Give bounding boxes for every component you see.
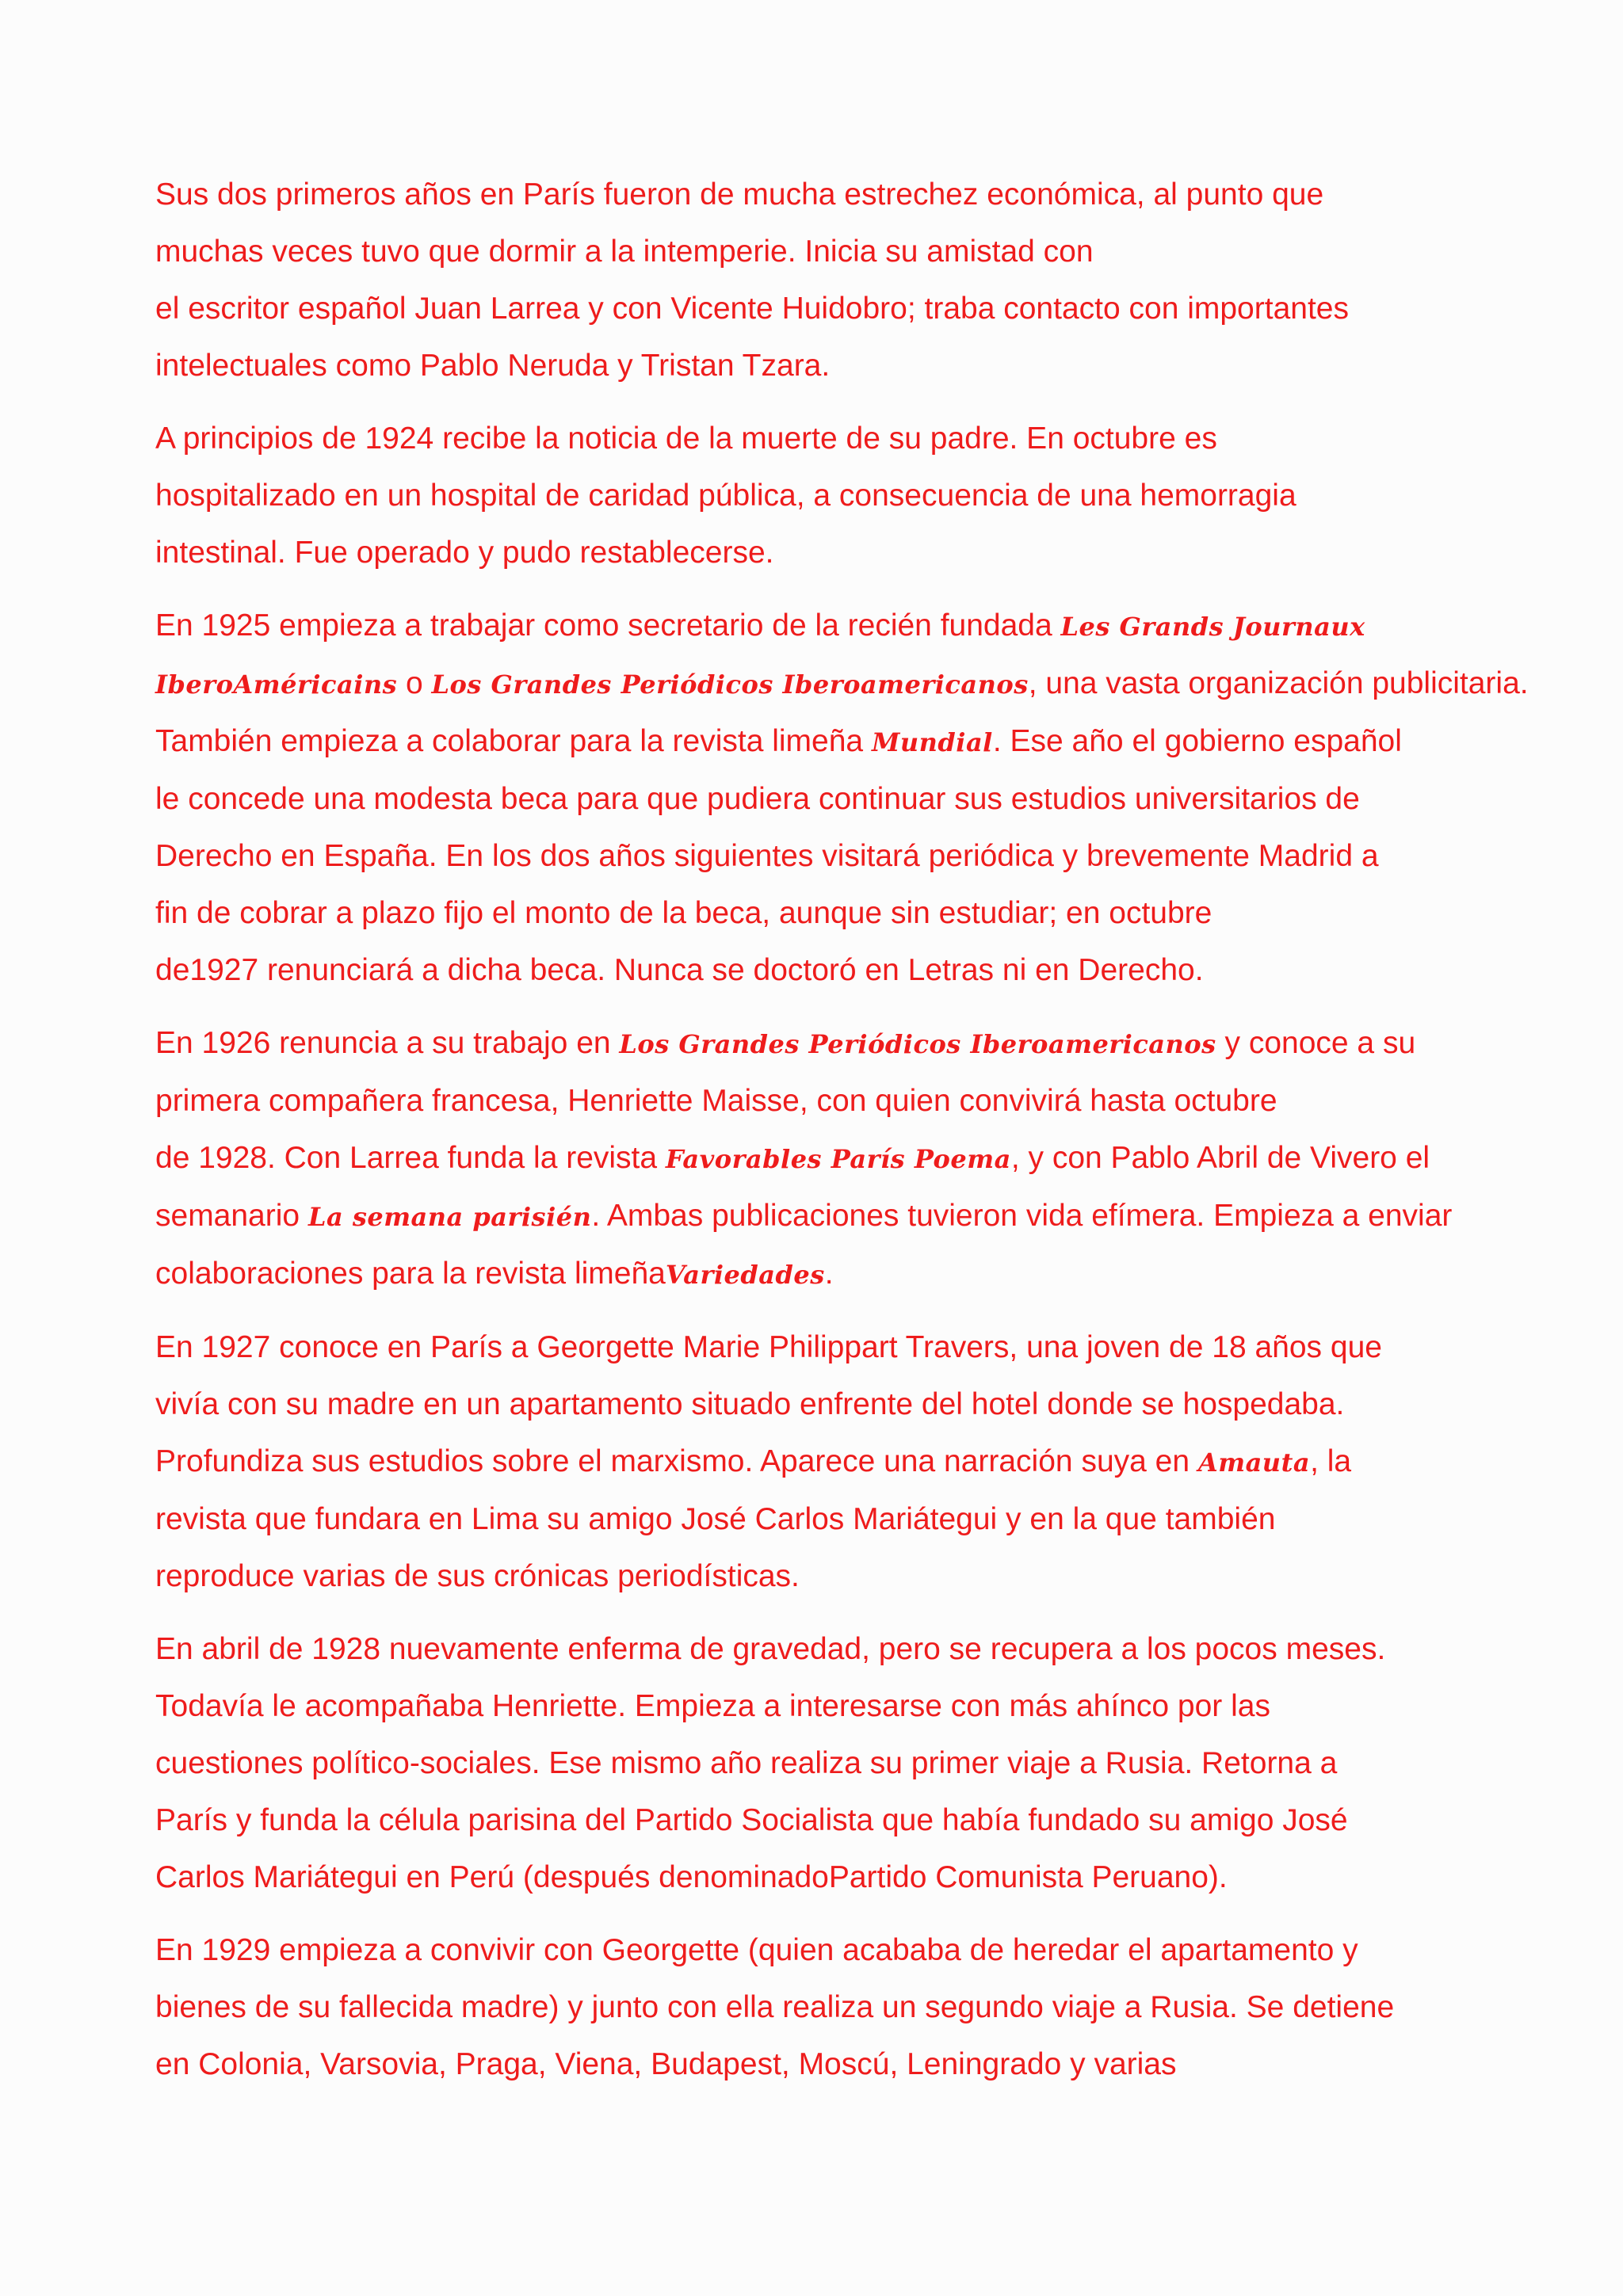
text-segment: En 1929 empieza a convivir con Georgette (quien acababa de heredar el apartamento y — [155, 1933, 1358, 1967]
paragraph — [155, 166, 1518, 395]
text-segment: En 1925 empieza a trabajar como secretario de la recién fundada — [155, 608, 1061, 643]
text-line — [155, 1376, 1518, 1433]
text-line — [155, 166, 1518, 223]
text-segment: reproduce varias de sus crónicas periodísticas. — [155, 1559, 800, 1593]
publication-title: IberoAméricains — [155, 669, 398, 700]
text-segment: intelectuales como Pablo Neruda y Tristan Tzara. — [155, 349, 831, 383]
text-line — [155, 410, 1518, 467]
text-line — [155, 338, 1518, 395]
text-segment: fin de cobrar a plazo fijo el monto de la beca, aunque sin estudiar; en octubre — [155, 896, 1212, 930]
text-segment: le concede una modesta beca para que pudiera continuar sus estudios universitarios de — [155, 782, 1360, 816]
text-segment: Profundiza sus estudios sobre el marxismo. Aparece una narración suya en — [155, 1444, 1198, 1478]
text-segment: semanario — [155, 1199, 308, 1233]
text-line — [155, 1245, 1518, 1303]
paragraph — [155, 597, 1529, 999]
text-line — [155, 1979, 1518, 2036]
text-segment: primera compañera francesa, Henriette Maisse, con quien convivirá hasta octubre — [155, 1084, 1277, 1118]
text-line — [155, 1319, 1518, 1376]
text-segment: Derecho en España. En los dos años siguientes visitará periódica y brevemente Madrid a — [155, 839, 1379, 873]
text-line — [155, 2036, 1518, 2093]
text-line — [155, 828, 1518, 885]
text-segment: . Ese año el gobierno español — [992, 724, 1402, 758]
text-line — [155, 280, 1518, 338]
paragraph — [155, 1015, 1518, 1303]
text-segment: de 1928. Con Larrea funda la revista — [155, 1141, 666, 1175]
text-line — [155, 1188, 1518, 1245]
text-line — [155, 713, 1518, 771]
text-segment: o — [397, 666, 432, 700]
text-segment: A principios de 1924 recibe la noticia de la muerte de su padre. En octubre es — [155, 421, 1217, 456]
text-line — [155, 1433, 1518, 1491]
text-line — [155, 467, 1518, 524]
text-line — [155, 1130, 1518, 1188]
text-segment: , y con Pablo Abril de Vivero el — [1010, 1141, 1430, 1175]
text-segment: revista que fundara en Lima su amigo José Carlos Mariátegui y en la que también — [155, 1502, 1276, 1536]
text-segment: intestinal. Fue operado y pudo restablecerse. — [155, 536, 774, 570]
text-segment: También empieza a colaborar para la revista limeña — [155, 724, 872, 758]
text-segment: . — [824, 1257, 834, 1291]
text-line — [155, 1015, 1518, 1073]
paragraph — [155, 1319, 1518, 1605]
text-segment: bienes de su fallecida madre) y junto con ella realiza un segundo viaje a Rusia. Se detiene — [155, 1990, 1395, 2024]
text-line — [155, 655, 1529, 713]
text-line — [155, 1678, 1518, 1735]
text-segment: . Ambas publicaciones tuvieron vida efímera. Empieza a enviar — [591, 1199, 1453, 1233]
text-segment: cuestiones político-sociales. Ese mismo año realiza su primer viaje a Rusia. Retorna a — [155, 1746, 1338, 1780]
text-segment: de1927 renunciará a dicha beca. Nunca se doctoró en Letras ni en Derecho. — [155, 953, 1204, 987]
text-segment: En 1927 conoce en París a Georgette Marie Philippart Travers, una joven de 18 años que — [155, 1330, 1382, 1364]
text-line — [155, 223, 1518, 280]
text-segment: , una vasta organización publicitaria. — [1028, 666, 1529, 700]
text-segment: En 1926 renuncia a su trabajo en — [155, 1026, 620, 1060]
publication-title: La semana parisién — [307, 1202, 592, 1232]
text-segment: muchas veces tuvo que dormir a la intemperie. Inicia su amistad con — [155, 235, 1094, 269]
text-line — [155, 524, 1518, 582]
text-line — [155, 1735, 1518, 1792]
text-line — [155, 1792, 1518, 1849]
publication-title: Amauta — [1197, 1447, 1311, 1478]
publication-title: Mundial — [871, 727, 993, 757]
text-line — [155, 771, 1518, 828]
text-segment: Todavía le acompañaba Henriette. Empieza a interesarse con más ahínco por las — [155, 1689, 1270, 1723]
text-line — [155, 885, 1518, 942]
text-line — [155, 1849, 1518, 1906]
text-line — [155, 597, 1518, 655]
text-line — [155, 1922, 1518, 1979]
document-page — [155, 166, 1529, 2109]
text-segment: París y funda la célula parisina del Partido Socialista que había fundado su amigo José — [155, 1803, 1348, 1837]
text-segment: Sus dos primeros años en París fueron de mucha estrechez económica, al punto que — [155, 177, 1324, 212]
text-line — [155, 1548, 1518, 1605]
publication-title: Variedades — [665, 1260, 825, 1290]
text-segment: colaboraciones para la revista limeña — [155, 1257, 666, 1291]
text-segment: , la — [1310, 1444, 1352, 1478]
text-segment: hospitalizado en un hospital de caridad pública, a consecuencia de una hemorragia — [155, 479, 1296, 513]
text-line — [155, 1073, 1518, 1130]
publication-title: Favorables París Poema — [665, 1144, 1011, 1174]
publication-title: Los Grandes Periódicos Iberoamericanos — [431, 669, 1029, 700]
publication-title: Les Grands Journaux — [1060, 612, 1365, 642]
text-line — [155, 1491, 1518, 1548]
text-line — [155, 942, 1518, 999]
publication-title: Los Grandes Periódicos Iberoamericanos — [619, 1029, 1216, 1059]
text-segment: En abril de 1928 nuevamente enferma de gravedad, pero se recupera a los pocos meses. — [155, 1632, 1386, 1666]
text-line — [155, 1621, 1518, 1678]
text-segment: en Colonia, Varsovia, Praga, Viena, Budapest, Moscú, Leningrado y varias — [155, 2047, 1177, 2081]
text-segment: Carlos Mariátegui en Perú (después denominadoPartido Comunista Peruano). — [155, 1860, 1228, 1894]
text-segment: y conoce a su — [1216, 1026, 1416, 1060]
paragraph — [155, 1621, 1518, 1906]
paragraph — [155, 1922, 1518, 2093]
paragraph — [155, 410, 1518, 582]
text-segment: vivía con su madre en un apartamento situado enfrente del hotel donde se hospedaba. — [155, 1387, 1345, 1421]
text-segment: el escritor español Juan Larrea y con Vicente Huidobro; traba contacto con importantes — [155, 292, 1349, 326]
